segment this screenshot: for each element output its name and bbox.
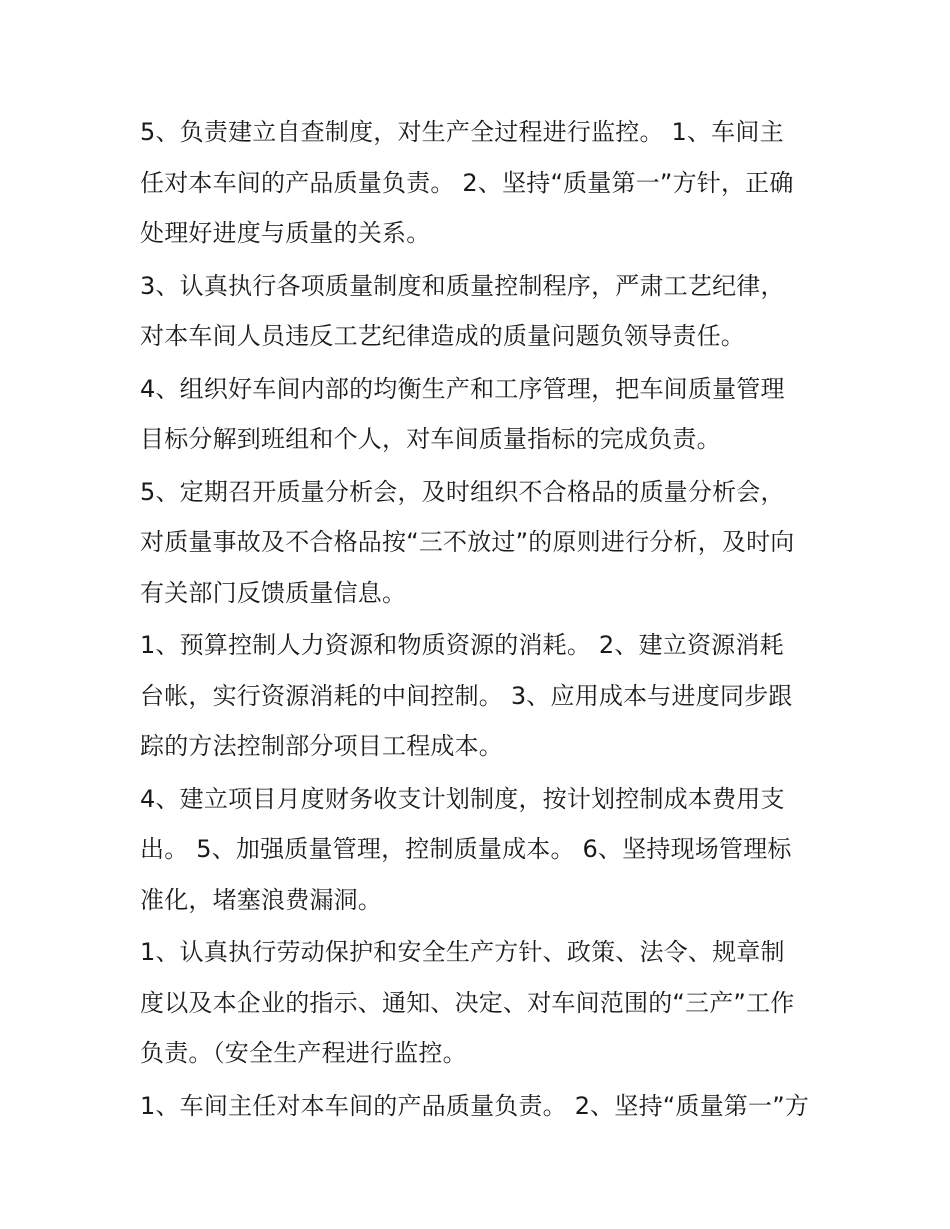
text-line: 踪的方法控制部分项目工程成本。 bbox=[140, 732, 503, 760]
text-line: 1、车间主任对本车间的产品质量负责。 2、坚持“质量第一”方 bbox=[140, 1091, 810, 1120]
text-line: 对本车间人员违反工艺纪律造成的质量问题负领导责任。 bbox=[140, 322, 745, 350]
text-line: 出。 5、加强质量管理，控制质量成本。 6、坚持现场管理标 bbox=[140, 835, 792, 863]
paragraph bbox=[140, 107, 820, 259]
text-line: 1、认真执行劳动保护和安全生产方针、政策、法令、规章制 bbox=[140, 938, 785, 966]
paragraph bbox=[140, 774, 820, 926]
paragraph bbox=[140, 620, 820, 772]
text-line: 任对本车间的产品质量负责。 2、坚持“质量第一”方针，正确 bbox=[140, 168, 794, 197]
text-line: 有关部门反馈质量信息。 bbox=[140, 578, 407, 607]
text-line: 3、认真执行各项质量制度和质量控制程序，严肃工艺纪律， bbox=[140, 271, 785, 300]
document-body bbox=[140, 107, 820, 1133]
text-line: 对质量事故及不合格品按“三不放过”的原则进行分析，及时向 bbox=[140, 528, 795, 556]
paragraph bbox=[140, 261, 820, 362]
paragraph bbox=[140, 1081, 820, 1132]
text-line: 5、负责建立自查制度，对生产全过程进行监控。 1、车间主 bbox=[140, 118, 784, 146]
text-line: 1、预算控制人力资源和物质资源的消耗。 2、建立资源消耗 bbox=[140, 631, 784, 659]
text-line: 台帐，实行资源消耗的中间控制。 3、应用成本与进度同步跟 bbox=[140, 681, 793, 710]
text-line: 5、定期召开质量分析会，及时组织不合格品的质量分析会， bbox=[140, 477, 785, 506]
text-line: 准化，堵塞浪费漏洞。 bbox=[140, 885, 382, 914]
text-line: 负责。（安全生产程进行监控。 bbox=[140, 1039, 467, 1067]
text-line: 4、组织好车间内部的均衡生产和工序管理，把车间质量管理 bbox=[140, 374, 785, 403]
text-line: 度以及本企业的指示、通知、决定、对车间范围的“三产”工作 bbox=[140, 988, 795, 1017]
text-line: 目标分解到班组和个人，对车间质量指标的完成负责。 bbox=[140, 425, 721, 453]
text-line: 处理好进度与质量的关系。 bbox=[140, 219, 431, 247]
text-line: 4、建立项目月度财务收支计划制度，按计划控制成本费用支 bbox=[140, 784, 785, 813]
paragraph bbox=[140, 467, 820, 619]
paragraph bbox=[140, 927, 820, 1079]
paragraph bbox=[140, 364, 820, 465]
